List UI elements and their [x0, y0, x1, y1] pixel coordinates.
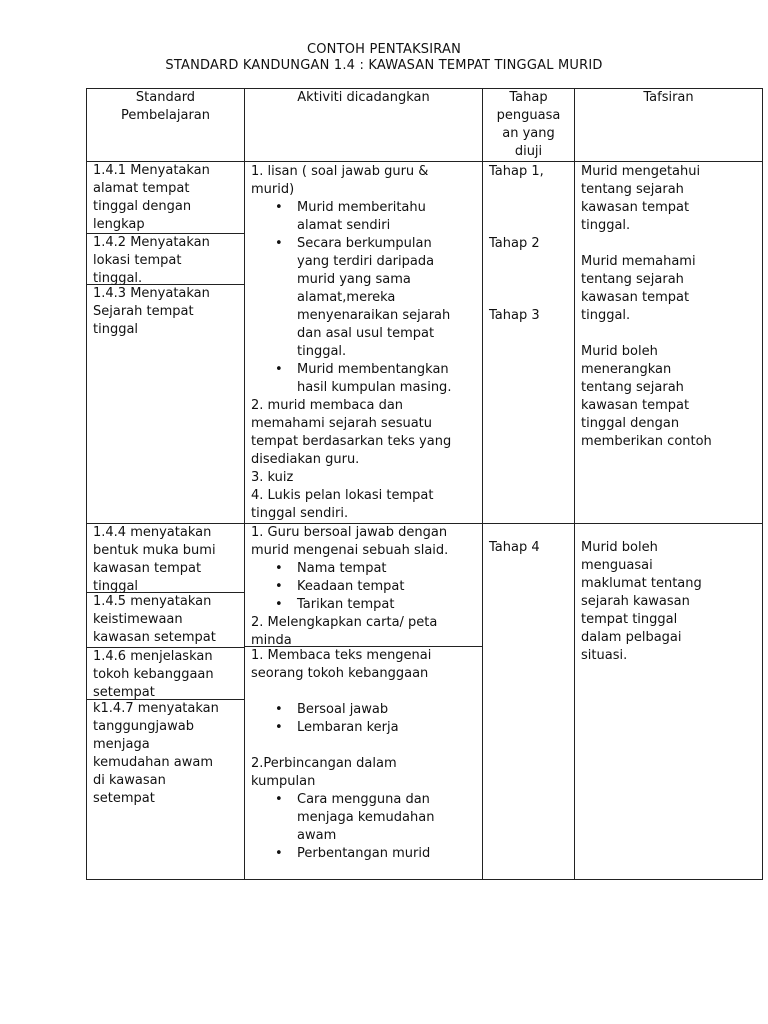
- interpretation-cell: [575, 162, 763, 524]
- activity-text: 1. lisan ( soal jawab guru & murid): [251, 164, 429, 197]
- list-item: • Murid membentangkan hasil kumpulan masing.: [297, 361, 476, 397]
- standard-item: 1.4.4 menyatakan bentuk muka bumi kawasan tempat tinggal: [87, 524, 244, 593]
- standard-item: 1.4.2 Menyatakan lokasi tempat tinggal.: [87, 234, 244, 285]
- interpretation-text: Murid mengetahui tentang sejarah kawasan tempat tinggal.: [581, 164, 701, 233]
- list-item: • Murid memberitahu alamat sendiri: [297, 199, 476, 235]
- table-row: [87, 162, 763, 524]
- activity-cell: [245, 524, 483, 880]
- standard-cell: [87, 162, 245, 524]
- list-item: • Perbentangan murid: [297, 845, 476, 863]
- activity-text: 1. Guru bersoal jawab dengan murid mengenai sebuah slaid.: [251, 525, 449, 558]
- list-item: • Secara berkumpulan yang terdiri daripada murid yang sama alamat,mereka menyenaraikan sejarah dan asal usul tempat tinggal.: [297, 235, 476, 361]
- activity-list: [251, 701, 476, 737]
- standard-item: 1.4.5 menyatakan keistimewaan kawasan setempat: [87, 593, 244, 648]
- stage-cell: [483, 524, 575, 880]
- standard-item: 1.4.3 Menyatakan Sejarah tempat tinggal: [93, 286, 210, 337]
- standard-item: k1.4.7 menyatakan tanggungjawab menjaga kemudahan awam di kawasan setempat: [93, 701, 219, 806]
- stage-label: Tahap 4: [489, 540, 540, 555]
- activity-text: 2. murid membaca dan memahami sejarah sesuatu tempat berdasarkan teks yang disediakan guru. 3. kuiz 4. Lukis pelan lokasi tempat tinggal sendiri.: [251, 398, 452, 521]
- header-standard: Standard Pembelajaran: [87, 89, 245, 162]
- interpretation-text: Murid memahami tentang sejarah kawasan tempat tinggal.: [581, 254, 696, 323]
- activity-text: 2.Perbincangan dalam kumpulan: [251, 756, 397, 789]
- interpretation-text: Murid boleh menguasai maklumat tentang sejarah kawasan tempat tinggal dalam pelbagai situasi.: [581, 540, 702, 663]
- activity-list: [251, 199, 476, 397]
- standard-item: 1.4.1 Menyatakan alamat tempat tinggal dengan lengkap: [87, 162, 244, 234]
- list-item: • Bersoal jawab: [297, 701, 476, 719]
- stage-label: Tahap 2: [489, 236, 540, 251]
- standard-cell: [87, 524, 245, 880]
- header-aktiviti: Aktiviti dicadangkan: [245, 89, 483, 162]
- interpretation-text: Murid boleh menerangkan tentang sejarah kawasan tempat tinggal dengan memberikan contoh: [581, 344, 712, 449]
- document-subtitle: STANDARD KANDUNGAN 1.4 : KAWASAN TEMPAT TINGGAL MURID: [165, 58, 603, 73]
- activity-cell: [245, 162, 483, 524]
- list-item: • Nama tempat: [297, 560, 476, 578]
- header-tahap: Tahap penguasa an yang diuji: [483, 89, 575, 162]
- activity-list: [251, 791, 476, 863]
- interpretation-cell: [575, 524, 763, 880]
- activity-list: [251, 560, 476, 614]
- table-row: [87, 524, 763, 880]
- activity-text: 2. Melengkapkan carta/ peta minda: [251, 615, 438, 648]
- stage-label: Tahap 1,: [489, 164, 544, 179]
- activity-text: 1. Membaca teks mengenai seorang tokoh kebanggaan: [251, 648, 432, 681]
- list-item: • Tarikan tempat: [297, 596, 476, 614]
- stage-cell: [483, 162, 575, 524]
- list-item: • Cara mengguna dan menjaga kemudahan awam: [297, 791, 476, 845]
- header-row: [87, 89, 763, 162]
- list-item: • Lembaran kerja: [297, 719, 476, 737]
- stage-label: Tahap 3: [489, 308, 540, 323]
- standard-item: 1.4.6 menjelaskan tokoh kebanggaan setempat: [87, 648, 244, 700]
- assessment-table: [86, 88, 763, 880]
- document-title: CONTOH PENTAKSIRAN: [306, 42, 462, 57]
- header-tafsiran: Tafsiran: [575, 89, 763, 162]
- list-item: • Keadaan tempat: [297, 578, 476, 596]
